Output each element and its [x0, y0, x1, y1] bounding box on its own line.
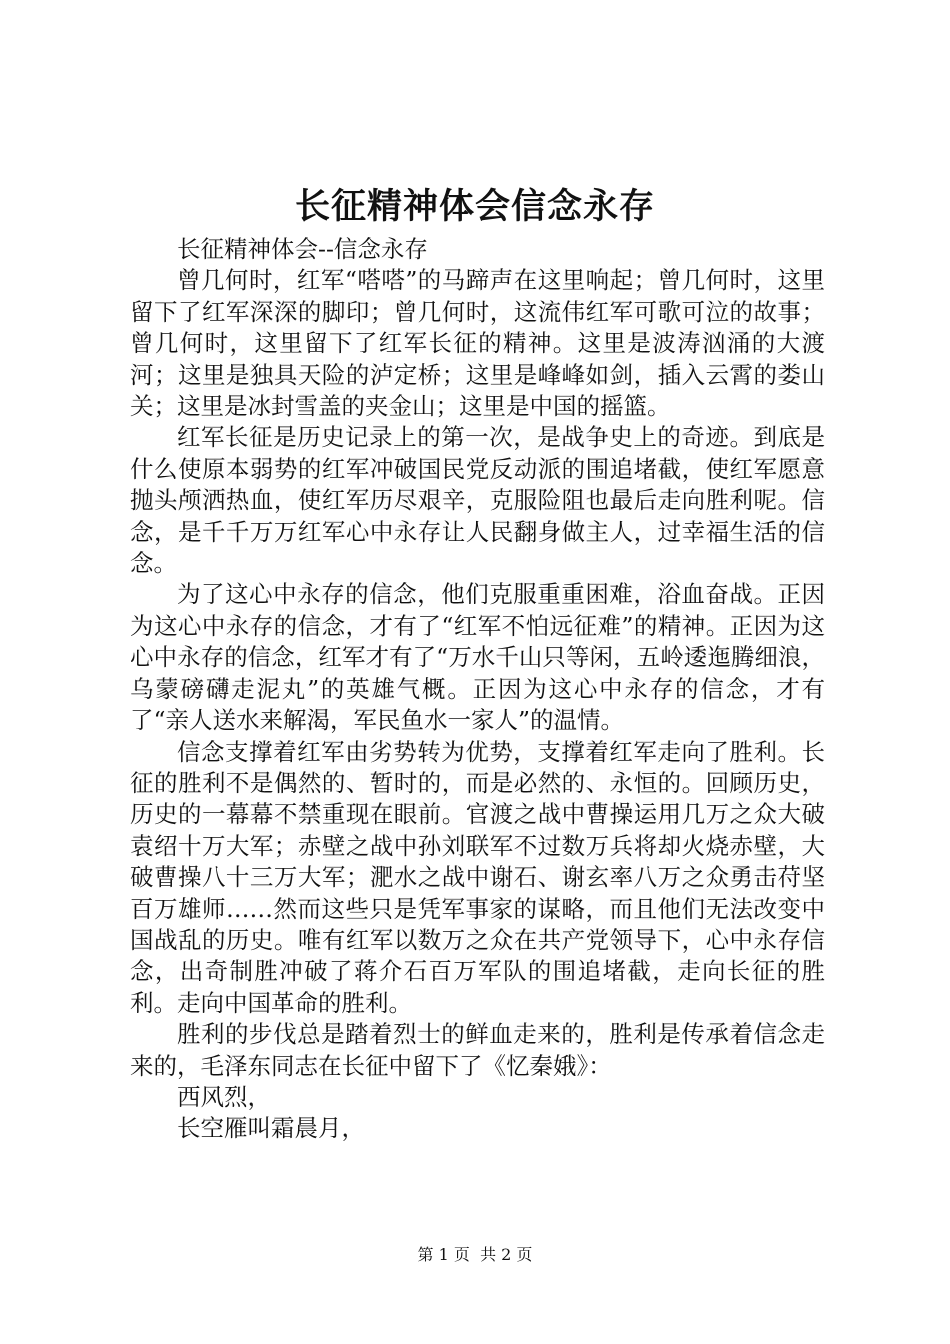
poem-line: 西风烈，	[177, 1082, 271, 1111]
paragraph: 为了这心中永存的信念，他们克服重重困难，浴血奋战。正因为这心中永存的信念，才有了“红军不怕远征难”的精神。正因为这心中永存的信念，红军才有了“万水千山只等闲，五岭逶迤腾细浪，乌蒙磅礴走泥丸”的英雄气概。正因为这心中永存的信念，才有了“亲人送水来解渴，军民鱼水一家人”的温情。	[130, 580, 825, 735]
paragraph-subtitle: 长征精神体会--信念永存	[177, 235, 428, 263]
paragraph: 信念支撑着红军由劣势转为优势，支撑着红军走向了胜利。长征的胜利不是偶然的、暂时的，而是必然的、永恒的。回顾历史，历史的一幕幕不禁重现在眼前。官渡之战中曹操运用几万之众大破袁绍十万大军；赤壁之战中孙刘联军不过数万兵将却火烧赤壁，大破曹操八十三万大军；淝水之战中谢石、谢玄率八万之众勇击苻坚百万雄师……然而这些只是凭军事家的谋略，而且他们无法改变中国战乱的历史。唯有红军以数万之众在共产党领导下，心中永存信念，出奇制胜冲破了蒋介石百万军队的围追堵截，走向长征的胜利。走向中国革命的胜利。	[130, 737, 825, 1017]
paragraph: 红军长征是历史记录上的第一次，是战争史上的奇迹。到底是什么使原本弱势的红军冲破国民党反动派的围追堵截，使红军愿意抛头颅洒热血，使红军历尽艰辛，克服险阻也最后走向胜利呢。信念，是千千万万红军心中永存让人民翻身做主人，过幸福生活的信念。	[130, 423, 825, 578]
document-title: 长征精神体会信念永存	[294, 187, 655, 227]
paragraph: 曾几何时，红军“嗒嗒”的马蹄声在这里响起；曾几何时，这里留下了红军深深的脚印；曾几何时，这流伟红军可歌可泣的故事；曾几何时，这里留下了红军长征的精神。这里是波涛汹涌的大渡河；这里是独具天险的泸定桥；这里是峰峰如剑，插入云霄的娄山关；这里是冰封雪盖的夹金山；这里是中国的摇篮。	[130, 266, 825, 421]
page-footer	[0, 1244, 950, 1266]
poem-line: 长空雁叫霜晨月，	[177, 1114, 365, 1143]
paragraph: 胜利的步伐总是踏着烈士的鲜血走来的，胜利是传承着信念走来的，毛泽东同志在长征中留下了《忆秦娥》：	[130, 1020, 825, 1080]
page-number: 第 1 页 共 2 页	[417, 1245, 533, 1264]
document-body	[130, 234, 825, 1145]
